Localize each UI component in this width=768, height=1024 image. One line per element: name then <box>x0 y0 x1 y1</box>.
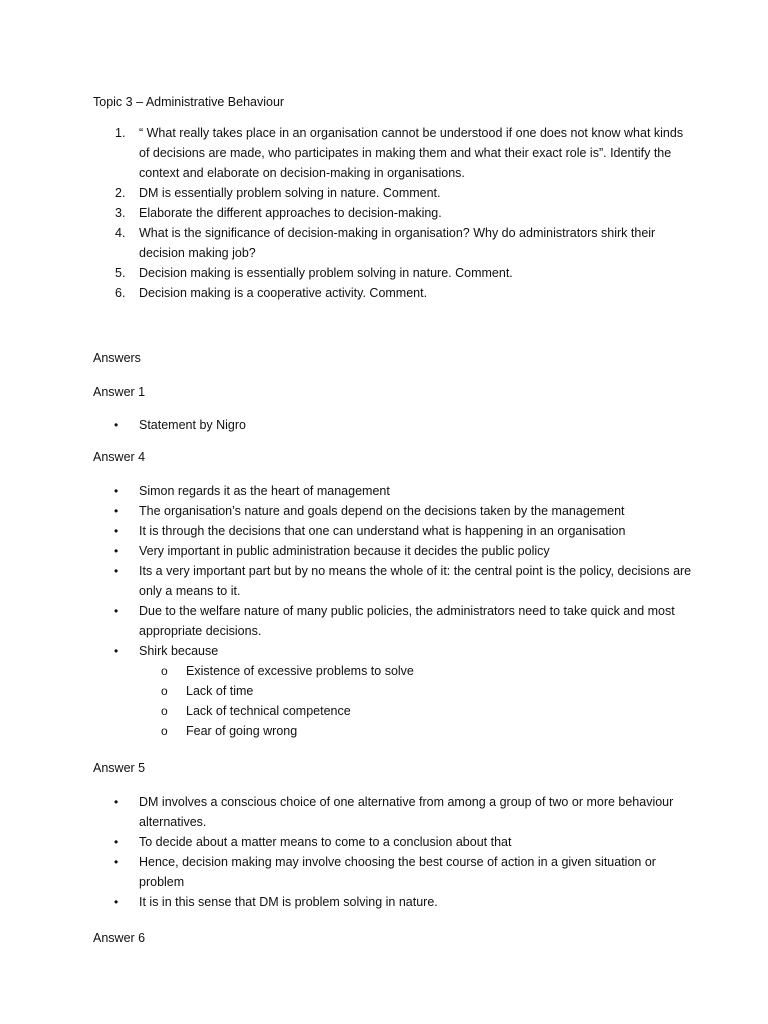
question-item <box>93 283 693 303</box>
question-text: Decision making is a cooperative activity. Comment. <box>139 286 428 300</box>
sub-list-item-text: Existence of excessive problems to solve <box>186 664 414 678</box>
question-number: 1. <box>115 126 126 140</box>
question-text: Decision making is essentially problem solving in nature. Comment. <box>139 266 513 280</box>
bullet-icon: • <box>114 484 119 498</box>
bullet-icon: • <box>114 564 119 578</box>
list-item-text: Statement by Nigro <box>139 418 246 432</box>
question-number: 6. <box>115 286 126 300</box>
list-item-text: The organisation’s nature and goals depend on the decisions taken by the management <box>139 504 625 518</box>
list-item-text: Very important in public administration because it decides the public policy <box>139 544 550 558</box>
question-number: 5. <box>115 266 126 280</box>
question-item <box>93 203 693 223</box>
question-number: 3. <box>115 206 126 220</box>
bullet-icon: • <box>114 504 119 518</box>
answer-6-heading: Answer 6 <box>93 931 146 945</box>
bullet-icon: • <box>114 835 119 849</box>
list-item <box>93 561 693 601</box>
list-item <box>93 832 693 852</box>
sub-list-item <box>139 681 693 701</box>
list-item-text: It is through the decisions that one can understand what is happening in an organisation <box>139 524 626 538</box>
sub-list-item <box>139 661 693 681</box>
question-number: 4. <box>115 226 126 240</box>
question-list <box>93 123 693 303</box>
question-item <box>93 263 693 283</box>
list-item-text: Its a very important part but by no means the whole of it: the central point is the policy, decisions are only a means to it. <box>139 564 692 598</box>
list-item <box>93 852 693 892</box>
sub-list-item <box>139 721 693 741</box>
topic-title: Topic 3 – Administrative Behaviour <box>93 95 285 109</box>
sub-list-item-text: Lack of time <box>186 684 254 698</box>
list-item-text: It is in this sense that DM is problem solving in nature. <box>139 895 438 909</box>
answer-1-heading: Answer 1 <box>93 385 146 399</box>
question-item <box>93 223 693 263</box>
list-item-text: Shirk because <box>139 644 219 658</box>
question-text: Elaborate the different approaches to decision-making. <box>139 206 442 220</box>
answer-5-bullets <box>93 792 693 912</box>
answer-4-bullets <box>93 481 693 741</box>
list-item <box>93 415 693 435</box>
list-item <box>93 641 693 741</box>
bullet-icon: • <box>114 855 119 869</box>
shirk-reasons-list <box>139 661 693 741</box>
sub-list-item <box>139 701 693 721</box>
list-item <box>93 601 693 641</box>
question-number: 2. <box>115 186 126 200</box>
list-item <box>93 541 693 561</box>
list-item <box>93 892 693 912</box>
list-item <box>93 481 693 501</box>
question-text: “ What really takes place in an organisation cannot be understood if one does not know what kinds of decisions are made, who participates in making them and what their exact role is”. Identify the context and elaborate on decision-making in organisations. <box>139 126 684 180</box>
hollow-bullet-icon: o <box>161 724 168 738</box>
question-item <box>93 123 693 183</box>
bullet-icon: • <box>114 604 119 618</box>
bullet-icon: • <box>114 795 119 809</box>
list-item-text: Hence, decision making may involve choosing the best course of action in a given situation or problem <box>139 855 656 889</box>
sub-list-item-text: Lack of technical competence <box>186 704 351 718</box>
answer-4-heading: Answer 4 <box>93 450 146 464</box>
hollow-bullet-icon: o <box>161 684 168 698</box>
list-item-text: DM involves a conscious choice of one alternative from among a group of two or more behaviour alternatives. <box>139 795 674 829</box>
bullet-icon: • <box>114 544 119 558</box>
list-item <box>93 521 693 541</box>
question-text: What is the significance of decision-making in organisation? Why do administrators shirk their decision making job? <box>139 226 656 260</box>
hollow-bullet-icon: o <box>161 704 168 718</box>
list-item <box>93 792 693 832</box>
answer-1-bullets <box>93 415 693 435</box>
question-item <box>93 183 693 203</box>
bullet-icon: • <box>114 895 119 909</box>
sub-list-item-text: Fear of going wrong <box>186 724 298 738</box>
hollow-bullet-icon: o <box>161 664 168 678</box>
bullet-icon: • <box>114 524 119 538</box>
list-item <box>93 501 693 521</box>
answer-5-heading: Answer 5 <box>93 761 146 775</box>
list-item-text: Due to the welfare nature of many public policies, the administrators need to take quick and most appropriate decisions. <box>139 604 675 638</box>
list-item-text: Simon regards it as the heart of management <box>139 484 390 498</box>
bullet-icon: • <box>114 418 119 432</box>
answers-heading: Answers <box>93 351 141 365</box>
bullet-icon: • <box>114 644 119 658</box>
question-text: DM is essentially problem solving in nature. Comment. <box>139 186 441 200</box>
list-item-text: To decide about a matter means to come to a conclusion about that <box>139 835 512 849</box>
